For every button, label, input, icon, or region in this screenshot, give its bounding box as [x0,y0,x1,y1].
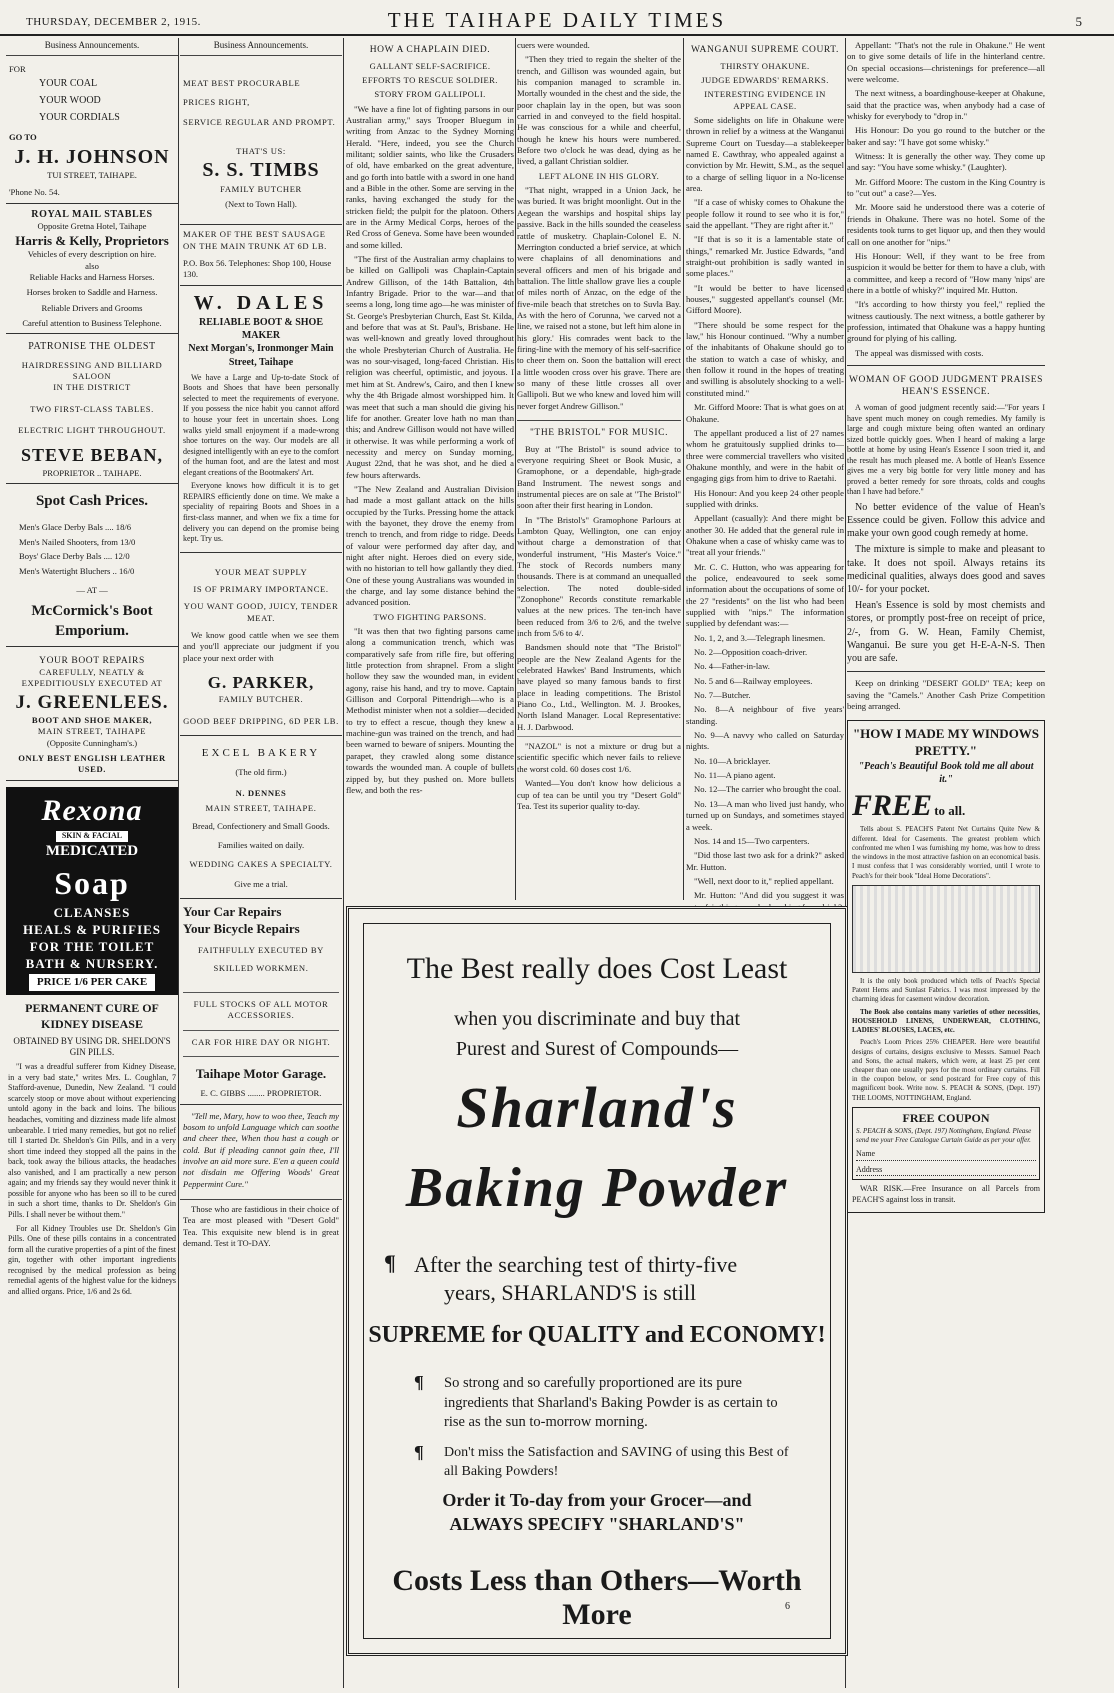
price-item: Men's Nailed Shooters, from 13/0 [19,536,136,547]
list-item: No. 8—A neighbour of five years' standing. [686,704,844,726]
article-paragraph: No better evidence of the value of Hean's Essence could be given. Follow this advice and make your own good cough remedy at home. [847,501,1045,540]
article-headline: "THE BRISTOL" FOR MUSIC. [517,420,681,440]
article-subhead: STORY FROM GALLIPOLI. [374,89,486,100]
article-paragraph: "It would be better to have licensed houses," suggested appellant's counsel (Mr. Gifford Moore). [686,282,844,316]
article-paragraph: Mr. Gifford Moore: The custom in the King Country is to "cut out" a case?—Yes. [847,176,1045,199]
beban-ad [6,334,178,484]
ad-line: GO TO [9,132,37,143]
page-number: 5 [1075,14,1082,29]
kidney-article [6,995,178,1306]
excel-bakery-ad [180,736,342,899]
ad-line: PROPRIETOR .. TAIHAPE. [42,468,142,479]
ad-paragraph: So strong and so carefully proportioned are its pure ingredients that Sharland's Baking Powder is as certain to rise as the sun to-morrow morning. [444,1375,778,1431]
coupon-name-field[interactable]: Name [856,1149,1036,1161]
ad-slogan: SUPREME for QUALITY and ECONOMY! [368,1322,826,1348]
ad-line: ELECTRIC LIGHT THROUGHOUT. [18,424,166,435]
article-paragraph: In "The Bristol's" Gramophone Parlours at Lambton Quay, Wellington, one can enjoy without charge a demonstration of that wonderful instrument, "His Master's Voice." The stock of Records numbers many thousands. There is at command an unequalled selection. The noted double-sided "Zonophone" Records constitute remarkable values at the new prices. The ten-inch have been reduced from 3/6 to 2/6, and the twelve inch from 5/6 to 4/. [517,514,681,639]
ad-line: Reliable Drivers and Grooms [41,302,143,313]
ad-line: YOU WANT GOOD, JUICY, TENDER MEAT. [183,601,339,623]
advertiser-name: J. H. JOHNSON [14,145,170,168]
ad-line: ALWAYS SPECIFY "SHARLAND'S" [449,1514,745,1534]
article-paragraph: "It was then that two fighting parsons came along a communication trench, which was comparatively safe from rifle fire, but offering little protection from shrapnel. From a slight hollow they saw the wounded man, in evident agony, raise his hand, and try to move. Captain Gillison and Corporal Pittendrigh—who is a Methodist minister when not a soldier—decided to try to effect a rescue, though they knew a machine-gun was trained on the trench, and had been warned to beware of snipers. Mounting the parapet, they crawled along some distance towards the wounded man. A couple of bullets zipped by, but they pushed on. More bullets flew, and both the res- [346,626,514,795]
ad-title: Your Car Repairs [183,904,282,920]
pilcrow-icon: ¶ [414,1442,424,1462]
peach-ad [847,720,1045,1213]
ad-title: "HOW I MADE MY WINDOWS PRETTY." [852,726,1040,759]
free-coupon[interactable] [852,1107,1040,1180]
ad-line: CAREFULLY, NEATLY & EXPEDITIOUSLY EXECUTED AT [21,667,163,689]
article-paragraph: Witness: It is generally the other way. They come up and say: "You have some whisky." (Laughter). [847,151,1045,173]
article-subhead: THIRSTY OHAKUNE. [720,60,810,71]
timbs-ad [180,60,342,225]
article-subhead: GALLANT SELF-SACRIFICE. [369,60,491,71]
ad-paragraph: Peach's Loom Prices 25% CHEAPER. Here were beautiful designs of curtains, designs exclusive to Messrs. Samuel Peach and Sons, the actual makers, which were, at least 25 per cent cheaper than one usually pays for the most ordinary curtains. Fill in the coupon below, or send postcard for Free copy of this magnificent book. Write now. S. PEACH & SONS, (Dept. 197) THE LOOMS, NOTTINGHAM, England. [852,1038,1040,1102]
ad-list [9,75,175,126]
price-item: Men's Watertight Bluchers .. 16/0 [19,566,135,577]
ad-line: FAMILY BUTCHER [220,183,302,194]
article-paragraph: Appellant (casually): And there might be another 30. He added that the general rule in Ohakune when a case of whisky came was to "treat all your friends." [686,513,844,558]
article-subhead: OBTAINED BY USING DR. SHELDON'S GIN PILLS. [13,1035,171,1058]
ad-title: FREE [852,788,933,822]
desert-gold-ad [180,1199,342,1256]
ad-line: MAIN STREET, TAIHAPE [37,726,147,737]
article-paragraph: "Did those last two ask for a drink?" asked Mr. Hutton. [686,850,844,872]
column-rule [343,38,344,1688]
window-illustration [852,885,1040,973]
article-paragraph: Mr. C. C. Hutton, who was appearing for the police, endeavoured to seek some information about the occupations of some of the 27 "residents" on the list who had been supplied with "nips." The information supplied by defendant was:— [686,561,844,629]
list-item: No. 11—A piano agent. [694,770,776,781]
list-item: No. 12—The carrier who brought the coal. [694,784,842,795]
witness-list [686,633,844,848]
article-paragraph: His Honour: Do you go round to the butcher or the baker and say: "I have got some whisky." [847,125,1045,147]
article-paragraph: "If that is so it is a lamentable state of things," remarked Mr. Justice Edwards, "and straight-out prohibition is sadly wanted in some places." [686,234,844,279]
ad-title: PATRONISE THE OLDEST [28,341,156,353]
ad-line: Horses broken to Saddle and Harness. [26,287,158,298]
ad-number: 6 [785,1601,790,1612]
article-paragraph: His Honour: Well, if they want to be free from suspicion it would be better for them to have a club, with a committee, and keep a record of "How many 'nips' are there in a bottle of whisky?" inquired Mr. Hutton. [847,250,1045,295]
list-item: No. 1, 2, and 3.—Telegraph linesmen. [694,632,826,643]
ad-line: TWO FIRST-CLASS TABLES. [30,403,154,414]
dales-ad [180,286,342,553]
ad-line: BOOT AND SHOE MAKER, [31,714,153,725]
mccormick-ad [6,484,178,646]
ad-line: SKILLED WORKMEN. [213,962,309,973]
ad-line: Careful attention to Business Telephone. [22,318,162,329]
ad-paragraph: It is the only book produced which tells of Peach's Special Patent Hems and Sunlast Fabrics. I was most impressed by the charming ideas for casement window decoration. [852,976,1040,1004]
article-paragraph: "Well, next door to it," replied appellant. [694,875,834,886]
ad-title: ROYAL MAIL STABLES [31,208,153,220]
product-name: Baking Powder [405,1157,789,1219]
ad-line: MAKER OF THE BEST SAUSAGE ON THE MAIN TRUNK AT 6D LB. [183,229,327,251]
ad-title: Spot Cash Prices. [35,493,149,510]
ad-line: Next Morgan's, Ironmonger Main Street, Taihape [188,343,334,368]
column-4 [517,40,681,940]
advertiser-name: N. DENNES [235,787,287,798]
ad-paragraph: WAR RISK.—Free Insurance on all Parcels from PEACH'S against loss in transit. [852,1184,1040,1204]
advertiser-name: STEVE BEBAN, [20,445,164,466]
ad-line: YOUR COAL [39,78,98,90]
ad-line: FOR THE TOILET [29,939,155,955]
ad-paragraph: Tells about S. PEACH'S Patent Net Curtains Quite New & different. Ideal for Casements. The greatest problem which confronted me when I was furnishing my home, was how to dress the windows in the most attractive fashion on an economical basis. I must confess that I was considerably worried, until I wrote to Peach's for their book "Ideal Home Decorations". [852,825,1040,880]
advertiser-name: Harris & Kelly, Proprietors [15,233,169,249]
ad-line: — AT — [76,584,108,595]
column-rule [515,38,516,900]
ad-line: IS OF PRIMARY IMPORTANCE. [193,583,329,594]
article-paragraph: "That night, wrapped in a Union Jack, he was buried. It was bright moonlight. Out in the Aegean the warships and hospital ships lay passive. Back in the hills sounded the ceaseless rattle of musketry. Chaplain-Colonel E. N. Merrington conducted a brief service, at which were chaplains of all denominations and several officers and men of his brigade and battalion. The little shallow grave lies a couple of miles north of Anzac, on the edge of the five-mile beach that stretches on to Suvla Bay. As with the hero of Corunna, 'we carved not a line, we raised not a stone, but left him alone in his glory.' His comrades went back to the firing-line with the memory of his self-sacrifice to cheer them on. Soon the battalion will erect a little wooden cross over his grave. There are so many of these little crosses all over Gallipoli. But we who knew and loved him will never forget Andrew Gillison." [517,185,681,411]
article-subhead: INTERESTING EVIDENCE IN APPEAL CASE. [704,89,826,111]
ad-frame [363,923,831,1639]
ad-line: Give me a trial. [234,878,288,889]
ad-line: FAITHFULLY EXECUTED BY [198,945,324,956]
advertiser-name: S. S. TIMBS [202,159,320,182]
ad-paragraph: "Tell me, Mary, how to woo thee, Teach my bosom to unfold Language which can soothe and cheer thee, When thou hast a cough or cold. But if pleading cannot gain thee, I'll involve an aid more sure. E'en a queen could not disdain me Offering Woods' Great Peppermint Cure." [183,1110,339,1189]
article-paragraph: "NAZOL" is not a mixture or drug but a scientific specific which never fails to relieve the worst cold. 60 doses cost 1/6. [517,736,681,775]
price-item: Men's Glace Derby Bals .... 18/6 [19,522,132,533]
article-paragraph: "We have a fine lot of fighting parsons in our Australian army," says Trooper Bluegum in writing from Anzac to the Sydney Morning Herald. "Here, indeed, you see the Church militant; soldier saints, who like the Crusaders of old, have embarked on the great adventure, and go forth into battle with a sword in one hand and a Bible in the other. Some are serving in the ranks, having exchanged the study for the stricken field; the pulpit for the platoon. Others are in the Army Medical Corps, heroes of the Red Cross of Geneva. Some have been wounded and some killed. [346,103,514,250]
price-item: Boys' Glace Derby Bals .... 12/0 [19,551,130,562]
article-subhead: LEFT ALONE IN HIS GLORY. [538,170,660,181]
coupon-address-field[interactable]: Address [856,1165,1036,1177]
advertiser-name: W. DALES [193,291,329,314]
list-item: Nos. 14 and 15—Two carpenters. [694,835,810,846]
ad-paragraph: We have a Large and Up-to-date Stock of Boots and Shoes that have been personally selected to meet the requirements of everyone. If you possess the nice habit you cannot afford to house your feet in uncertain shoes. Long walks yield small enjoyment if a made-wrong shoe tortures on the way. Our models are all designed intelligently with an eye to the comfort of the human foot, and are the latest and most elegant creations of the Bootmakers' Art. [183,372,339,477]
column-2 [180,40,342,1690]
ad-paragraph: The Book also contains many varieties of other necessities, HOUSEHOLD LINENS, UNDERWEAR, CLOTHING, LADIES' BLOUSES, LACES, etc. [852,1007,1040,1035]
column-5 [686,40,844,940]
issue-date: THURSDAY, DECEMBER 2, 1915. [26,16,201,28]
advertiser-phone: 'Phone No. 54. [9,187,60,198]
sharlands-ad [346,906,848,1656]
parker-ad [180,553,342,737]
coupon-title: FREE COUPON [902,1110,990,1125]
ad-title: Your Bicycle Repairs [183,921,300,937]
ad-line: FAMILY BUTCHER. [218,694,304,705]
article-subhead: EFFORTS TO RESCUE SOLDIER. [362,74,498,85]
advertiser-name: G. PARKER, [207,673,315,692]
ad-headline: The Best really does Cost Least [406,952,788,985]
stables-ad [6,204,178,335]
sausage-ad [180,225,342,285]
johnson-ad [6,60,178,204]
advertiser-name: J. GREENLEES. [15,691,169,713]
ad-line: P.O. Box 56. Telephones: Shop 100, House 130. [183,258,332,280]
ad-line: SERVICE REGULAR AND PROMPT. [183,116,336,127]
desert-gold-notice [847,671,1045,712]
ad-line: THAT'S US: [236,145,286,156]
ad-paragraph: Don't miss the Satisfaction and SAVING of using this Best of all Baking Powders! [444,1445,789,1479]
article-paragraph: Appellant: "That's not the rule in Ohakune." He went on to give some details of life in the hinterland centre. On special occasions—christenings for preference—all were welcome. [847,40,1045,85]
article-paragraph: A woman of good judgment recently said:—"For years I have spent much money on cough remedies. My family is large and cough mixture being often wanted an ordinary sized bottle quickly goes. When I heard of making a large bottle at home by using Hean's Essence I soon tried it, and the result has much pleased me. A bottle of Hean's Essence gives me a very big bottle for very little money and has proved a better remedy for sore throats, colds and coughs than I have had before." [847,403,1045,497]
pilcrow-icon: ¶ [414,1372,424,1392]
article-paragraph: "The first of the Australian army chaplains to be killed on Gallipoli was Chaplain-Captain Andrew Gillison, of the 14th Battalion, 4th Infantry Brigade. Prior to the war—and that seems a long, long time ago—he was minister of St. George's Presbyterian Church, East St. Kilda, and before that was at St. Paul's, Brisbane. He was well-known and greatly loved throughout the whole Presbyterian Church of Australia. He was no sour-visaged, long-faced Christian. His religion was cheerful, optimistic, and joyous. I met him at St. Andrew's, Cairo, and then I knew why the 4th Brigade almost worshipped him. It was meet that such a man should die giving his life for another. Greater love hath no man than this; and Andrew Gillison would not have willed it otherwise. It was while performing a work of necessity and mercy on Sunday morning, August 22nd, that he was shot, and he died a few hours afterwards. [346,254,514,480]
ad-line: FULL STOCKS OF ALL MOTOR ACCESSORIES. [183,992,339,1022]
article-headline: HOW A CHAPLAIN DIED. [369,45,491,55]
price-list [9,520,175,578]
ad-line: IN THE DISTRICT [53,382,131,393]
article-paragraph: cuers were wounded. [517,40,590,50]
article-paragraph: Mr. Hutton: "And did you suggest it was [694,890,844,901]
ad-line: Purest and Surest of Compounds— [455,1038,739,1060]
greenlees-ad [6,647,178,781]
ad-closing-slogan: Costs Less than Others—Worth More [392,1564,802,1631]
advertiser-name: Taihape Motor Garage. [183,1056,339,1082]
ad-line: Opposite Gretna Hotel, Taihape [37,220,147,231]
article-paragraph: The appellant produced a list of 27 names whom he gratuitously supplied drinks to—three were commercial travellers who visited Ohakune monthly, and were in the habit of engaging gigs from him to drive to Raetahi. [686,427,844,484]
ad-line: BATH & NURSERY. [25,956,159,972]
ad-line: HEALS & PURIFIES [22,921,162,937]
ad-paragraph: We know good cattle when we see them and you'll appreciate our judgment if you place your next order with [183,629,339,663]
article-paragraph: Mr. Gifford Moore: That is what goes on at Ohakune. [686,402,844,424]
article-headline: WANGANUI SUPREME COURT. [691,45,839,55]
ad-line: GOOD BEEF DRIPPING, 6D PER LB. [183,715,339,726]
article-paragraph: "The New Zealand and Australian Division had made a most gallant attack on the hills occupied by the Turks. Pressing home the attack with the bayonet, they drove the enemy from trench to trench, and from ridge to ridge. Deeds of valour were performed day after day, and night after night. Heroes died on every side, with no historian to tell how gallantly they died. One of these young Australians was wounded in the charge, and lay some distance behind the advanced position. [346,483,514,608]
ad-price: PRICE 1/6 PER CAKE [29,974,155,991]
article-subhead: TWO FIGHTING PARSONS. [373,611,487,622]
column-1 [6,40,178,1690]
ad-line: (Opposite Cunningham's.) [46,737,138,748]
article-paragraph: His Honour: And you keep 24 other people supplied with drinks. [686,487,844,509]
ad-line: After the searching test of thirty-five [414,1252,738,1277]
ad-line: Order it To-day from your Grocer—and [442,1490,752,1510]
ad-line: Vehicles of every description on hire. [27,249,157,260]
ad-line: MEDICATED [45,842,139,859]
ad-line: HAIRDRESSING AND BILLIARD SALOON [21,359,163,381]
article-paragraph: Some sidelights on life in Ohakune were thrown in relief by a witness at the Wanganui Supreme Court on Tuesday—a stablekeeper named E. Cawthray, who appealed against a conviction by Mr. Hewitt, S.M., as the sequel to a charge of selling liquor in a No-license area. [686,114,844,193]
ad-line: CAR FOR HIRE DAY OR NIGHT. [183,1030,339,1048]
column-rule [683,38,684,900]
brand-name: Sharland's [456,1075,738,1140]
list-item: No. 10—A bricklayer. [694,755,771,766]
list-item: No. 9—A navvy who called on Saturday nights. [686,730,844,752]
article-paragraph: "There should be some respect for the law," his Honour continued. "Why a number of the inhabitants of Ohakune should go to the station to watch a case of whisky, and then follow it round in the hopes of treating and swilling is absolutely shocking to a well-constituted mind." [686,319,844,398]
article-paragraph: Keep on drinking "DESERT GOLD" TEA; keep on saving the "Camels." Another Cash Prize Competition being arranged. [847,678,1045,711]
advertiser-name: McCormick's Boot Emporium. [31,602,153,639]
list-item: No. 4—Father-in-law. [694,661,770,672]
article-paragraph: The next witness, a boardinghouse-keeper at Ohakune, said that the practice was, when anybody had a case of whisky for everybody to "drop in." [847,88,1045,122]
article-paragraph: The mixture is simple to make and pleasant to take. It does not spoil. Always retains its medicinal qualities, always does good and saves 10/- for your pocket. [847,544,1045,596]
ad-line: Reliable Hacks and Harness Horses. [29,272,155,283]
ad-paragraph: Those who are fastidious in their choice of Tea are most pleased with "Desert Gold" Tea. This exquisite new blend is in great demand. Test it TO-DAY. [183,1203,339,1249]
ad-line: FOR [9,63,26,74]
ad-line: SKIN & FACIAL [56,831,128,842]
ad-line: also [85,260,99,271]
article-paragraph: The appeal was dismissed with costs. [855,347,984,358]
section-header: Business Announcements. [6,40,178,56]
ad-title: YOUR BOOT REPAIRS [39,655,145,666]
ad-line: (The old firm.) [235,766,287,777]
article-headline: WOMAN OF GOOD JUDGMENT PRAISES HEAN'S ESSENCE. [848,374,1044,398]
woods-cure-ad [180,1105,342,1199]
ad-paragraph: Everyone knows how difficult it is to get REPAIRS efficiently done on time. We make a speciality of repairing Boots and Shoes in a first-class manner, and when we fix a time for delivery you can depend on the promise being kept. Try us. [183,481,339,544]
article-paragraph: "If a case of whisky comes to Ohakune the people follow it round to see who it is for," said the appellant. "They are right after it." [686,197,844,230]
article-paragraph: Buy at "The Bristol" is sound advice to everyone requiring Sheet or Book Music, a Gramophone, or a dependable, high-grade Band Instrument. The newest songs and instrumental pieces are on sale at "The Bristol" soon after their first hearing in London. [517,443,681,511]
ad-line: MAIN STREET, TAIHAPE. [205,803,317,814]
garage-ad [180,899,342,1105]
ad-line: RELIABLE BOOT & SHOE MAKER [198,317,324,342]
article-paragraph: "Then they tried to regain the shelter of the trench, and Gillison was wounded again, but his companion managed to scramble in. Mortally wounded in the chest and the side, the poor chaplain lay in the open, but was soon carried in and conveyed to the field hospital. He was conscious for a while and cheerful, though he knew his hours were numbered. Before two o'clock he was dead, dying as he lived, a gallant Christian soldier. [517,54,681,167]
ad-line: Bread, Confectionery and Small Goods. [192,820,330,831]
ad-line: ONLY BEST ENGLISH LEATHER USED. [18,752,166,775]
list-item: No. 5 and 6—Railway employees. [694,675,813,686]
article-paragraph: Wanted—You don't know how delicious a cup of tea can be until you try "Desert Gold" Tea. Test its superior quality to-day. [517,778,681,811]
column-6 [847,40,1045,1690]
pilcrow-icon: ¶ [384,1250,396,1275]
ad-line: years, SHARLAND'S is still [444,1280,697,1305]
list-item: No. 2—Opposition coach-driver. [694,647,808,658]
ad-line: E. C. GIBBS ........ PROPRIETOR. [200,1088,322,1099]
rexona-logo: Rexona [41,793,143,827]
ad-line: (Next to Town Hall). [225,198,297,209]
column-rule [178,38,179,1688]
ad-title: Soap [54,864,130,901]
heans-article [847,365,1045,665]
ad-line: WEDDING CAKES A SPECIALTY. [189,859,333,870]
article-paragraph: Mr. Moore said he understood there was a coterie of friends in Ohakune. There was no hotel. Some of the residents took turns to get liquor up, and then they would call on one another for "nips." [847,202,1045,247]
ad-line: when you discriminate and buy that [453,1008,741,1030]
article-paragraph: Bandsmen should note that "The Bristol" people are the New Zealand Agents for the celebrated Hawkes' Band Instruments, which have played so many famous bands to first place in leading competitions. The Bristol Piano Co., Ltd., Wellington. M. J. Brookes, North Island Manager. Local Representative: H. J. Darbwood. [517,642,681,732]
masthead [0,0,1114,36]
ad-line: YOUR WOOD [39,95,101,107]
article-paragraph: For all Kidney Troubles use Dr. Sheldon's Gin Pills. One of these pills contains in a concentrated form all the curative properties of a pint of the finest gin, together with other important ingredients recognised by the medical profession as being remedial agents of the highest value for the kidneys and allied organs. Price, 1/6 and 2s 6d. [8,1223,176,1296]
ad-line: CLEANSES [53,904,131,920]
list-item: No. 13—A man who lived just handy, who turned up on Sundays, and sometimes stayed a week. [686,798,844,832]
ad-line: "Peach's Beautiful Book told me all about it." [858,760,1034,785]
newspaper-title: THE TAIHAPE DAILY TIMES [387,8,727,32]
article-paragraph: "I was a dreadful sufferer from Kidney Disease, in a very bad state," writes Mrs. L. Coughlan, 7 Stafford-avenue, Dunedin, New Zealand. "I could scarcely stoop or move about without experiencing untold agony in the back and loins. The bilious headaches, vomiting and dizziness made life almost unbearable. I tried many remedies, but got no relief till I started Dr. Sheldon's Gin Pills, and in a very short time indeed they stopped all the pains in the back, took away the bilious attacks, the headaches also vanished, and I am practically a new person again; and my friends say they would never think it possible for anyone who has been so ill to be cured in such a short time, thanks to Dr. Sheldon's Gin Pills. I shall never be without them." [8,1062,176,1219]
rexona-ad [6,787,178,995]
advertiser-address: TUI STREET, TAIHAPE. [47,169,137,180]
ad-title: EXCEL BAKERY [201,747,321,760]
ad-line: YOUR CORDIALS [39,112,120,124]
section-header: Business Announcements. [180,40,342,56]
ad-line: PRICES RIGHT, [183,97,250,108]
ad-line: Families waited on daily. [217,840,305,851]
column-3 [346,40,514,940]
list-item: No. 7—Butcher. [694,690,751,701]
coupon-text: S. PEACH & SONS, (Dept. 197) Nottingham, England. Please send me your Free Catalogue Curtain Guide as per your offer. [856,1126,1032,1144]
article-headline: PERMANENT CURE OF KIDNEY DISEASE [25,1000,159,1031]
ad-title: YOUR MEAT SUPPLY [214,566,308,577]
ad-line: MEAT BEST PROCURABLE [183,77,301,88]
article-paragraph: Hean's Essence is sold by most chemists and stores, or promptly post-free on receipt of price, 2/-, from G. W. Hean, Family Chemist, Wanganui. Be sure you get H-E-A-N-S. Then you are safe. [847,600,1045,664]
article-subhead: JUDGE EDWARDS' REMARKS. [701,74,829,85]
ad-line: to all. [934,802,966,818]
article-paragraph: "It's according to how thirsty you feel," replied the witness cautiously. The next witness, a bottle gatherer by profession, intimated that Ohakune was a happy hunting ground for plying of his calling. [847,299,1045,344]
